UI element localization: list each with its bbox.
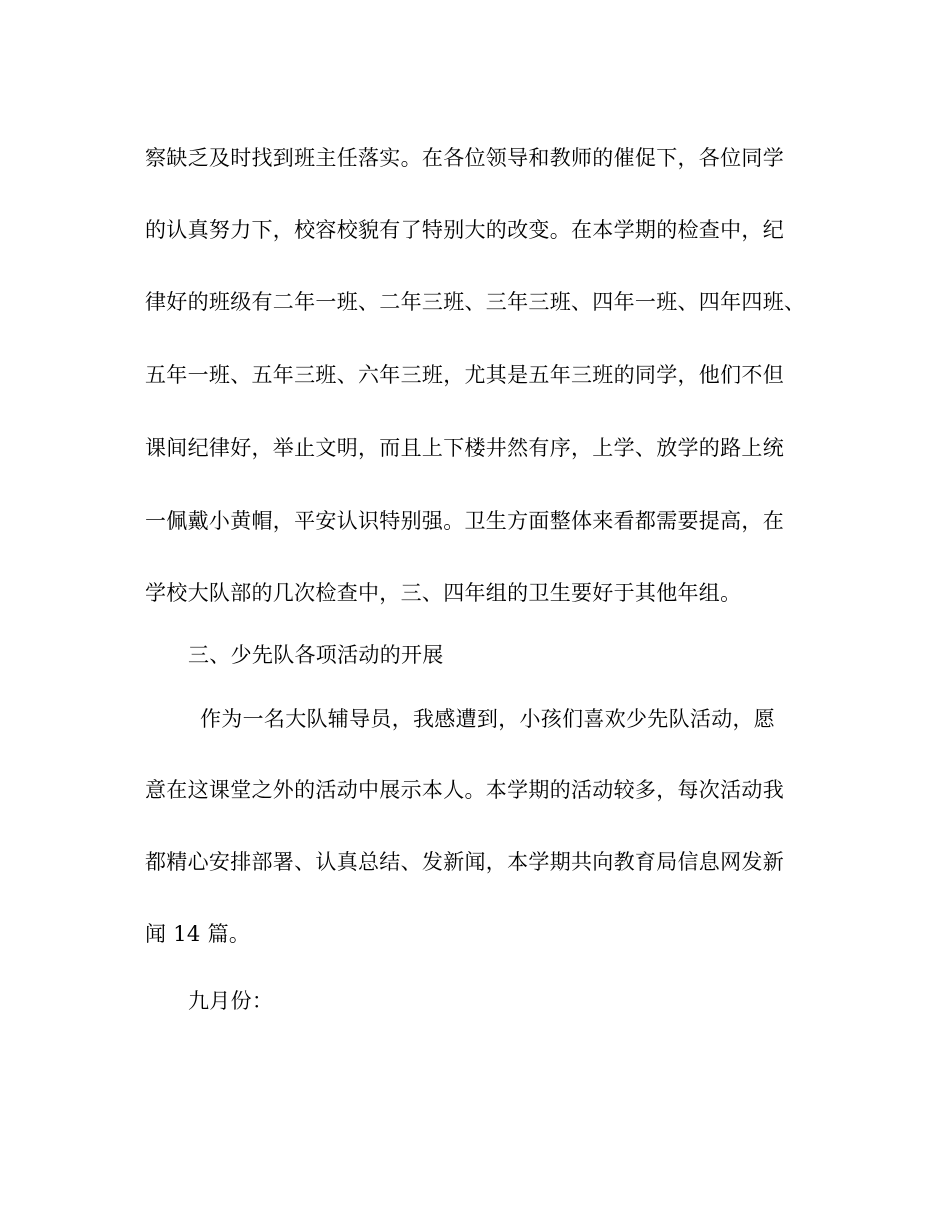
paragraph2-line-1: 作为一名大队辅导员，我感遭到，小孩们喜欢少先队活动，愿: [200, 707, 776, 731]
body-line-7: 学校大队部的几次检查中，三、四年组的卫生要好于其他年组。: [145, 581, 742, 605]
section-heading: 三、少先队各项活动的开展: [188, 643, 444, 667]
paragraph2-line-4: 闻 14 篇。: [145, 922, 251, 946]
body-line-4: 五年一班、五年三班、六年三班，尤其是五年三班的同学，他们不但: [145, 363, 784, 387]
body-line-5: 课间纪律好，举止文明，而且上下楼井然有序，上学、放学的路上统: [145, 436, 784, 460]
paragraph2-line-2: 意在这课堂之外的活动中展示本人。本学期的活动较多，每次活动我: [145, 778, 784, 802]
body-line-3: 律好的班级有二年一班、二年三班、三年三班、四年一班、四年四班、: [145, 290, 806, 314]
month-heading: 九月份：: [188, 989, 274, 1013]
body-line-2: 的认真努力下，校容校貌有了特别大的改变。在本学期的检查中，纪: [145, 218, 784, 242]
body-line-1: 察缺乏及时找到班主任落实。在各位领导和教师的催促下，各位同学: [145, 146, 784, 170]
paragraph2-line-3: 都精心安排部署、认真总结、发新闻，本学期共向教育局信息网发新: [145, 850, 784, 874]
body-line-6: 一佩戴小黄帽，平安认识特别强。卫生方面整体来看都需要提高，在: [145, 509, 784, 533]
